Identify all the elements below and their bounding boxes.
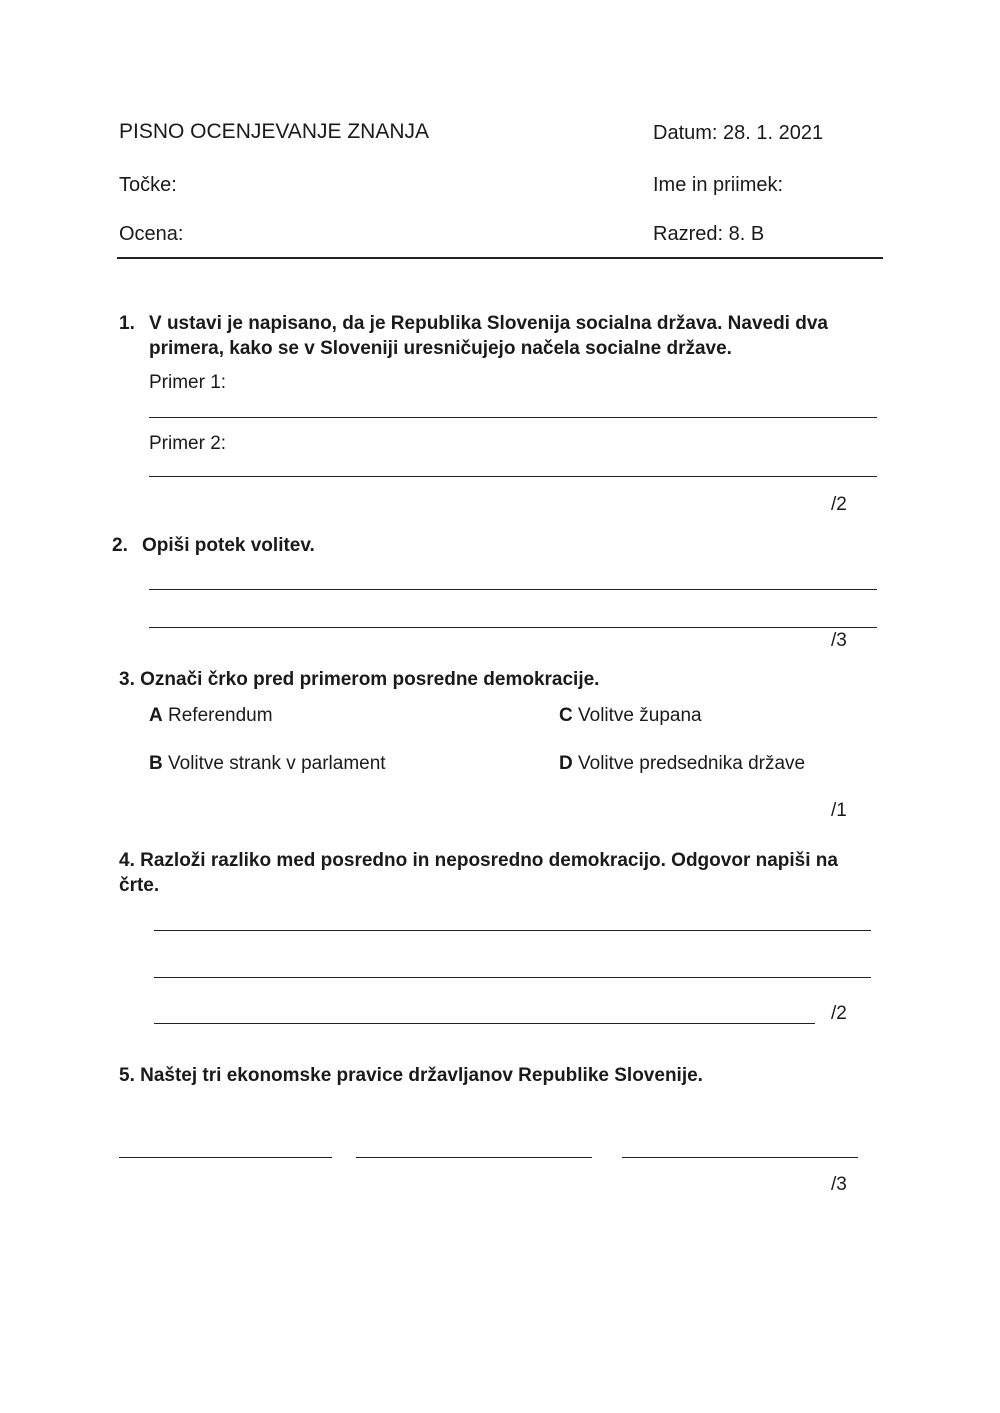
q1-number: 1. <box>119 313 135 334</box>
q5-text: 5. Naštej tri ekonomske pravice državljanov Republike Slovenije. <box>119 1065 703 1086</box>
q3-text: 3. Označi črko pred primerom posredne demokracije. <box>119 669 600 690</box>
q1-points: /2 <box>831 494 847 515</box>
q1-example1-label: Primer 1: <box>149 372 227 393</box>
q2-number: 2. <box>112 535 128 556</box>
name-label: Ime in priimek: <box>653 174 784 196</box>
page-title: PISNO OCENJEVANJE ZNANJA <box>119 120 429 143</box>
q3-option-d-label: Volitve predsednika države <box>578 753 806 774</box>
q1-example2-label: Primer 2: <box>149 433 227 454</box>
points-label: Točke: <box>119 174 177 196</box>
q1-example1-answer[interactable] <box>149 396 877 418</box>
q2-points: /3 <box>831 630 847 651</box>
q3-option-a-label: Referendum <box>168 705 273 726</box>
q5-answer-3[interactable] <box>622 1136 858 1158</box>
q2-answer-line-2[interactable] <box>149 606 877 628</box>
q3-points: /1 <box>831 800 847 821</box>
q3-option-c-label: Volitve župana <box>578 705 702 726</box>
q5-answer-2[interactable] <box>356 1136 592 1158</box>
q3-option-c-letter: C <box>559 705 573 726</box>
q1-example2-answer[interactable] <box>149 455 877 477</box>
q4-answer-line-2[interactable] <box>154 956 871 978</box>
q2-text: Opiši potek volitev. <box>142 535 315 556</box>
q4-text: 4. Razloži razliko med posredno in neposredno demokracijo. Odgovor napiši na črte. <box>119 850 838 896</box>
q3-option-b-label: Volitve strank v parlament <box>168 753 386 774</box>
q3-option-a-letter: A <box>149 705 163 726</box>
class-label: Razred: 8. B <box>653 223 765 245</box>
header-divider <box>117 257 883 259</box>
date-label: Datum: 28. 1. 2021 <box>653 122 824 144</box>
q5-answer-1[interactable] <box>119 1136 332 1158</box>
grade-label: Ocena: <box>119 223 184 245</box>
q3-option-d[interactable] <box>559 753 805 775</box>
q3-option-a[interactable] <box>149 705 273 727</box>
q3-option-d-letter: D <box>559 753 573 774</box>
q4-answer-line-1[interactable] <box>154 909 871 931</box>
q4-points: /2 <box>831 1003 847 1024</box>
q3-option-b-letter: B <box>149 753 163 774</box>
q4-answer-line-3[interactable] <box>154 1002 815 1024</box>
q2-answer-line-1[interactable] <box>149 568 877 590</box>
q5-points: /3 <box>831 1174 847 1195</box>
q3-option-b[interactable] <box>149 753 386 775</box>
q1-text: V ustavi je napisano, da je Republika Slovenija socialna država. Navedi dva primera, kako se v Sloveniji uresničujejo načela socialne države. <box>149 313 828 359</box>
q3-option-c[interactable] <box>559 705 702 727</box>
